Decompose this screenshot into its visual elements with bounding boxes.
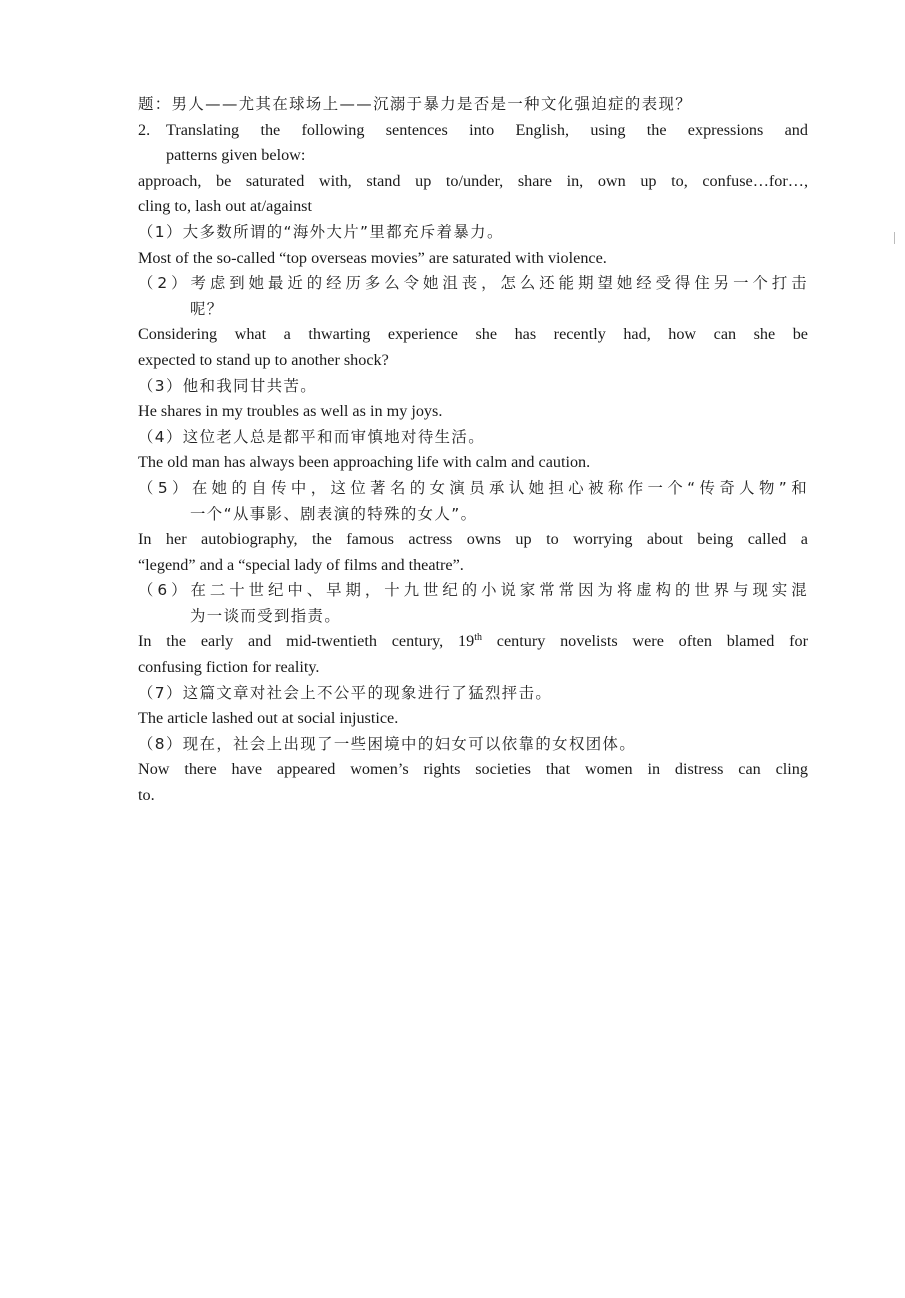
item-6-english-pre: In the early and mid-twentieth century, 19 [138, 632, 475, 651]
item-7-chinese: （7）这篇文章对社会上不公平的现象进行了猛烈抨击。 [138, 683, 553, 702]
item-3-english: He shares in my troubles as well as in my joys. [138, 402, 443, 421]
expressions-line-1: approach, be saturated with, stand up to/under, share in, own up to, confuse…for…, [138, 171, 808, 190]
item-6-chinese-cont: 为一谈而受到指责。 [190, 606, 342, 625]
item-5-english: In her autobiography, the famous actress owns up to worrying about being called a [138, 530, 808, 549]
item-1-english: Most of the so-called “top overseas movies” are saturated with violence. [138, 248, 607, 267]
item-2-english-cont: expected to stand up to another shock? [138, 350, 389, 369]
item-6-english-sup: th [474, 632, 482, 644]
top-question: 题：男人——尤其在球场上——沉溺于暴力是否是一种文化强迫症的表现？ [138, 95, 693, 113]
item-4-chinese: （4）这位老人总是都平和而审慎地对待生活。 [138, 427, 486, 446]
item-6-english-post: century novelists were often blamed for [481, 632, 808, 651]
item-1-chinese: （1）大多数所谓的“海外大片”里都充斥着暴力。 [138, 222, 504, 241]
item-2-chinese-cont: 呢？ [190, 299, 224, 318]
task-instruction [138, 118, 808, 169]
item-7-english: The article lashed out at social injustice. [138, 709, 399, 728]
item-8-english-cont: to. [138, 786, 155, 805]
expressions-line-2: cling to, lash out at/against [138, 197, 312, 216]
item-6-english [138, 629, 808, 655]
scan-speck [894, 232, 895, 244]
item-2-chinese: （2）考虑到她最近的经历多么令她沮丧，怎么还能期望她经受得住另一个打击 [138, 274, 808, 293]
instruction-line-1: Translating the following sentences into English, using the expressions and [166, 120, 808, 139]
instruction-line-2: patterns given below: [166, 146, 306, 165]
item-6-chinese: （6）在二十世纪中、早期，十九世纪的小说家常常因为将虚构的世界与现实混 [138, 581, 808, 600]
document-page [138, 92, 808, 809]
item-3-chinese: （3）他和我同甘共苦。 [138, 376, 318, 395]
item-2-english: Considering what a thwarting experience she has recently had, how can she be [138, 325, 808, 344]
item-8-chinese: （8）现在，社会上出现了一些困境中的妇女可以依靠的女权团体。 [138, 734, 637, 753]
item-5-chinese: （5）在她的自传中，这位著名的女演员承认她担心被称作一个“传奇人物”和 [138, 478, 808, 497]
item-6-english-cont: confusing fiction for reality. [138, 658, 320, 677]
item-4-english: The old man has always been approaching life with calm and caution. [138, 453, 591, 472]
task-number: 2. [138, 120, 151, 139]
item-5-english-cont: “legend” and a “special lady of films and theatre”. [138, 555, 464, 574]
item-8-english: Now there have appeared women’s rights societies that women in distress can cling [138, 760, 808, 779]
item-5-chinese-cont: 一个“从事影、剧表演的特殊的女人”。 [190, 504, 478, 523]
